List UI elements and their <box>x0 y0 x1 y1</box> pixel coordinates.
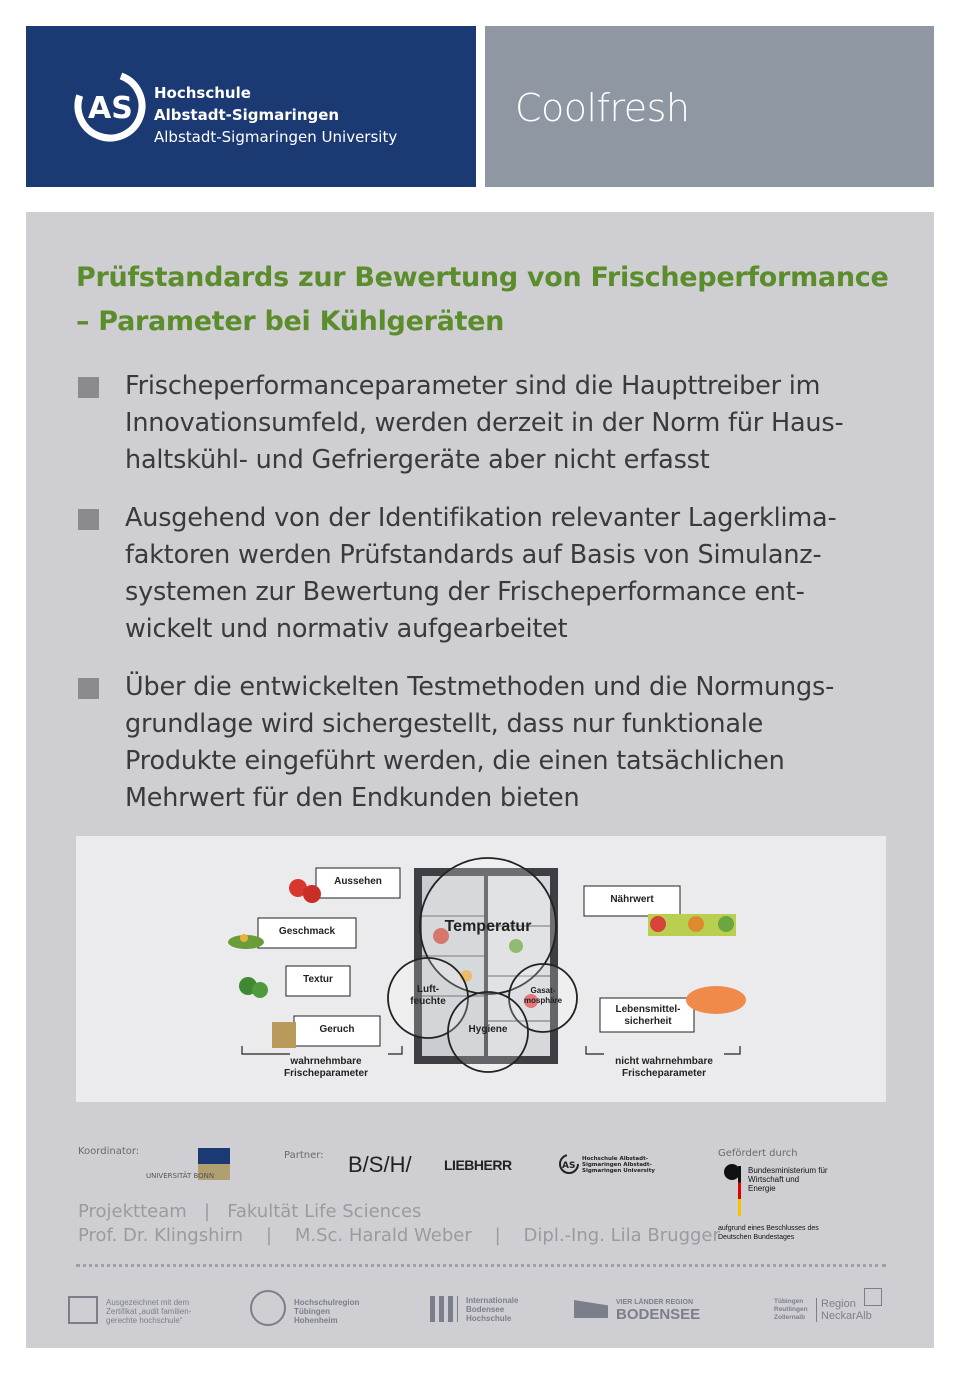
header-university-panel <box>26 26 476 187</box>
label-hygiene: Hygiene <box>468 1024 508 1035</box>
team-line-1: Projektteam | Fakultät Life Sciences <box>78 1201 422 1222</box>
university-name <box>154 82 397 148</box>
page-title: Prüfstandards zur Bewertung von Frischeperformance – Parameter bei Kühlgeräten <box>76 262 889 337</box>
label-geruch: Geruch <box>319 1024 355 1035</box>
bullet-text: Über die entwickelten Testmethoden und die Normungsgrundlage wird sichergestellt, dass nur funktionale Produkte eingeführt werden, die einen tatsächlichen Mehrwert für den Endkunden bieten <box>125 672 835 813</box>
header-project-panel <box>485 26 934 187</box>
caption-right: nicht wahrnehmbare Frischeparameter <box>615 1056 713 1079</box>
neckaralb-small-text: Tübingen Reutlingen Zollernalb <box>774 1298 808 1321</box>
university-line-2: Albstadt-Sigmaringen <box>154 106 340 124</box>
label-geschmack: Geschmack <box>278 926 336 937</box>
team-line-2: Prof. Dr. Klingshirn | M.Sc. Harald Weber | Dipl.-Ing. Lila Brugger <box>78 1225 720 1246</box>
label-textur: Textur <box>303 974 333 985</box>
bullet-text: Frischeperformanceparameter sind die Haupttreiber im Innovationsumfeld, werden derzeit in der Norm für Haushaltskühl- und Gefriergeräte aber nicht erfasst <box>125 371 844 475</box>
globe-icon <box>250 1290 286 1326</box>
project-name: Coolfresh <box>515 86 690 130</box>
label-naehrwert: Nährwert <box>610 894 654 905</box>
bullet-list <box>76 368 866 838</box>
freshness-diagram <box>76 836 886 1102</box>
label-luftfeuchte: Luft-feuchte <box>410 984 446 1007</box>
bullet-square-icon <box>78 678 99 699</box>
audit-text: Ausgezeichnet mit dem Zertifikat „audit familiengerechte hochschule“ <box>106 1298 192 1325</box>
bodensee-logo <box>574 1296 724 1326</box>
diagram-graphics <box>76 836 886 1102</box>
jar-icon <box>272 1022 296 1048</box>
grid-icon <box>430 1296 458 1322</box>
label-temperatur: Temperatur <box>444 918 532 935</box>
squares-icon <box>864 1288 882 1306</box>
bullet-item <box>76 669 866 817</box>
hs-small-text: Hochschule Albstadt-Sigmaringen Albstadt-Sigmaringen University <box>582 1156 655 1174</box>
bmwi-logo <box>718 1164 838 1244</box>
bullet-item <box>76 368 866 479</box>
label-aussehen: Aussehen <box>334 876 382 887</box>
liebherr-logo: LIEBHERR <box>444 1157 512 1173</box>
bullet-text: Ausgehend von der Identifikation relevanter Lagerklimafaktoren werden Prüfstandards auf Basis von Simulanzsystemen zur Bewertung der Frischeperformance entwickelt und normativ aufgearbeitet <box>125 503 837 644</box>
bmwi-text: Bundesministerium für Wirtschaft und Energie <box>748 1166 828 1193</box>
audit-logo <box>68 1292 208 1326</box>
svg-text:AS: AS <box>562 1161 576 1171</box>
university-line-1: Hochschule <box>154 84 251 102</box>
uni-bonn-text: UNIVERSITÄT BONN <box>146 1172 215 1180</box>
flag-icon <box>738 1166 741 1216</box>
ibh-logo <box>430 1292 530 1326</box>
bullet-square-icon <box>78 509 99 530</box>
funded-label: Gefördert durch <box>718 1148 798 1159</box>
hochschulregion-logo <box>250 1288 370 1328</box>
partner-label: Partner: <box>284 1150 324 1161</box>
main-panel <box>26 212 934 1348</box>
project-team <box>78 1200 720 1248</box>
ibh-text: Internationale Bodensee Hochschule <box>466 1296 519 1323</box>
hs-small-logo <box>558 1152 668 1180</box>
audit-icon <box>68 1296 98 1324</box>
hochschulregion-text: Hochschulregion Tübingen Hohenheim <box>294 1298 360 1325</box>
koordinator-label: Koordinator: <box>78 1146 140 1157</box>
neckaralb-logo <box>774 1286 890 1328</box>
label-gasatmosphaere: Gasat-mosphäre <box>523 986 563 1005</box>
label-lebensmittelsicherheit: Lebensmittel-sicherheit <box>615 1004 681 1027</box>
bodensee-text: BODENSEE <box>616 1306 701 1323</box>
bullet-item <box>76 500 866 648</box>
bodensee-top-text: VIER LÄNDER REGION <box>616 1299 694 1306</box>
university-line-3: Albstadt-Sigmaringen University <box>154 128 398 146</box>
as-small-logo-icon <box>558 1152 580 1176</box>
svg-text:AS: AS <box>88 91 133 126</box>
bsh-logo: B/S/H/ <box>348 1152 412 1177</box>
bundestag-text: aufgrund eines Beschlusses des Deutschen Bundestages <box>718 1225 819 1241</box>
as-logo-icon <box>74 66 146 146</box>
salmon-icon <box>686 986 746 1014</box>
bodensee-icon <box>574 1300 608 1318</box>
divider <box>76 1264 886 1267</box>
caption-left: wahrnehmbare Frischeparameter <box>284 1056 368 1079</box>
bullet-square-icon <box>78 377 99 398</box>
neckaralb-text: Region NeckarAlb <box>816 1298 866 1322</box>
uni-bonn-logo <box>146 1148 230 1182</box>
